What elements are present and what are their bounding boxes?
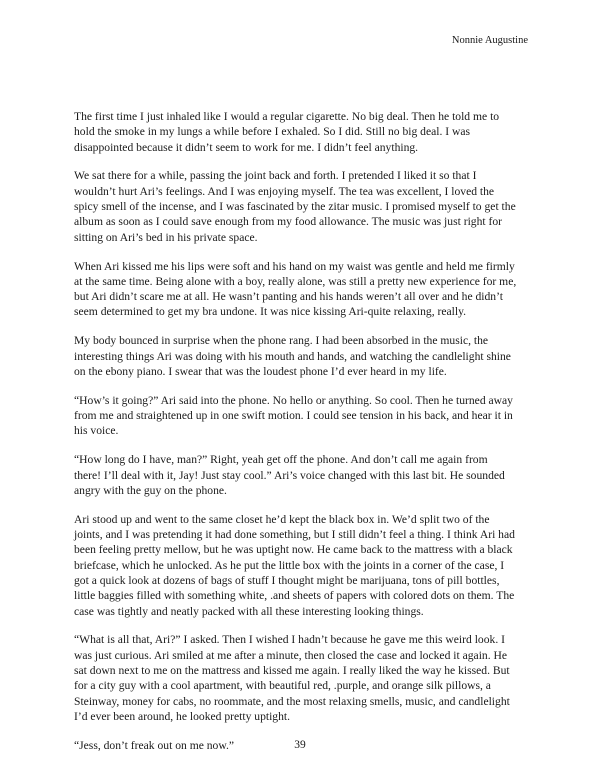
paragraph xyxy=(74,109,530,155)
paragraph xyxy=(74,333,530,379)
text-line: on the ebony piano. I swear that was the loudest phone I’d ever heard in my life. xyxy=(74,364,447,378)
text-line: Ari stood up and went to the same closet he’d kept the black box in. We’d split two of the xyxy=(74,512,490,526)
text-line: angry with the guy on the phone. xyxy=(74,483,227,497)
text-line: case was tightly and neatly packed with all these interesting looking things. xyxy=(74,604,424,618)
text-line: My body bounced in surprise when the phone rang. I had been absorbed in the music, the xyxy=(74,334,489,348)
text-line: been feeling pretty mellow, but he was uptight now. He came back to the mattress with a black xyxy=(74,543,513,557)
text-line: briefcase, which he unlocked. As he put the little box with the joints in a corner of the case, I xyxy=(74,558,505,572)
text-line: “How long do I have, man?” Right, yeah get off the phone. And don’t call me again from xyxy=(74,453,488,467)
text-line: The first time I just inhaled like I would a regular cigarette. No big deal. Then he told me to xyxy=(74,110,500,123)
text-line: disappointed because it didn’t seem to work for me. I didn’t feel anything. xyxy=(74,140,419,154)
text-line: his voice. xyxy=(74,424,119,438)
paragraph xyxy=(74,393,530,439)
page-number: 39 xyxy=(294,739,306,751)
text-line: was just curious. Ari smiled at me after a minute, then closed the case and locked it again. He xyxy=(74,648,508,662)
text-line: little baggies filled with something white, .and sheets of papers with colored dots on them. The xyxy=(74,589,515,603)
text-line: seem determined to get my bra undone. It was nice kissing Ari-quite relaxing, really. xyxy=(74,305,467,319)
text-line: but Ari didn’t scare me at all. He wasn’t panting and his hands weren’t all over and he didn’t xyxy=(74,290,503,304)
text-line: “Jess, don’t freak out on me now.” xyxy=(74,738,235,752)
text-line: interesting things Ari was doing with his mouth and hands, and watching the candlelight shine xyxy=(74,349,511,363)
text-line: I’d ever been around, he looked pretty uptight. xyxy=(74,709,291,723)
text-line: from me and straightened up in one swift motion. I could see tension in his back, and hear it in xyxy=(74,409,513,423)
text-line: We sat there for a while, passing the joint back and forth. I pretended I liked it so that I xyxy=(74,169,477,183)
text-line: there! I’ll deal with it, Jay! Just stay cool.” Ari’s voice changed with this last bit. He sounded xyxy=(74,468,505,482)
text-line: at the same time. Being alone with a boy, really alone, was still a pretty new experience for me, xyxy=(74,274,517,288)
text-line: joints, and I was pretending it had done something, but I still didn’t feel a thing. I think Ari had xyxy=(74,528,515,542)
text-line: album as soon as I could save enough from my food allowance. The music was just right for xyxy=(74,215,503,229)
text-line: for a city guy with a cool apartment, with beautiful red, .purple, and orange silk pillows, a xyxy=(74,679,491,693)
text-line: “What is all that, Ari?” I asked. Then I wished I hadn’t because he gave me this weird look. I xyxy=(74,633,505,647)
paragraph xyxy=(74,512,530,619)
paragraph xyxy=(74,259,530,320)
text-line: wouldn’t hurt Ari’s feelings. And I was enjoying myself. The tea was excellent, I loved the xyxy=(74,184,495,198)
text-line: got a quick look at dozens of bags of stuff I thought might be marijuana, tons of pill bottles, xyxy=(74,573,500,587)
text-line: Steinway, money for cabs, no roommate, and the most relaxing smells, music, and candlelight xyxy=(74,694,510,708)
body-text xyxy=(74,109,530,767)
text-line: sat down next to me on the mattress and kissed me again. I really liked the way he kissed. But xyxy=(74,664,510,678)
paragraph xyxy=(74,168,530,244)
text-line: “How’s it going?” Ari said into the phone. No hello or anything. So cool. Then he turned away xyxy=(74,393,513,407)
text-line: When Ari kissed me his lips were soft and his hand on my waist was gentle and held me firmly xyxy=(74,259,515,273)
text-line: spicy smell of the incense, and I was fascinated by the zitar music. I promised myself to get the xyxy=(74,200,516,214)
paragraph xyxy=(74,632,530,724)
running-header-author: Nonnie Augustine xyxy=(451,35,528,46)
paragraph xyxy=(74,452,530,498)
text-line: sitting on Ari’s bed in his private space. xyxy=(74,230,258,244)
text-line: hold the smoke in my lungs a while before I exhaled. So I did. Still no big deal. I was xyxy=(74,125,471,139)
